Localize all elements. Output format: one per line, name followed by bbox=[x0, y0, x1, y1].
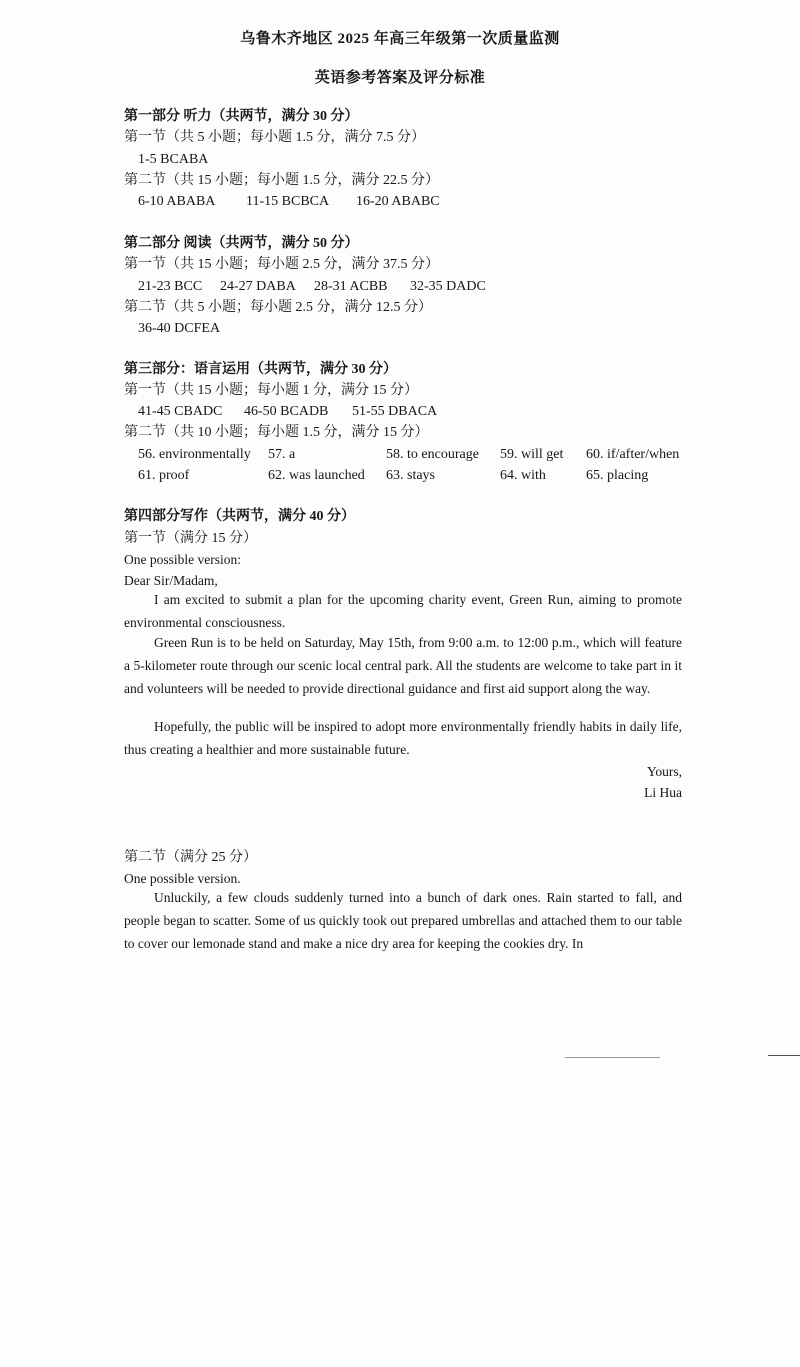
answer-group: 1-5 BCABA bbox=[138, 152, 209, 167]
answer-group: 51-55 DBACA bbox=[352, 404, 438, 419]
blank-answer: 62. was launched bbox=[268, 468, 365, 483]
version-label-2: One possible version. bbox=[124, 871, 241, 886]
answer-group: 24-27 DABA bbox=[220, 279, 296, 294]
letter-salutation: Dear Sir/Madam, bbox=[124, 573, 218, 588]
answer-group: 21-23 BCC bbox=[138, 279, 203, 294]
part2-section1-label: 第一节（共 15 小题；每小题 2.5 分，满分 37.5 分） bbox=[124, 257, 439, 272]
part2-section1-answers bbox=[138, 278, 698, 296]
blank-answer: 59. will get bbox=[500, 447, 564, 462]
part4-section2-label: 第二节（满分 25 分） bbox=[124, 850, 257, 865]
scan-artifact bbox=[768, 1055, 800, 1056]
answer-group: 16-20 ABABC bbox=[356, 194, 440, 209]
answer-group: 41-45 CBADC bbox=[138, 404, 223, 419]
part3-section2-row2 bbox=[138, 467, 698, 485]
letter-signature: Li Hua bbox=[644, 785, 682, 800]
part1-section2-answers bbox=[138, 193, 698, 211]
part4-section1-label: 第一节（满分 15 分） bbox=[124, 531, 257, 546]
answer-group: 28-31 ACBB bbox=[314, 279, 388, 294]
answer-group: 6-10 ABABA bbox=[138, 194, 216, 209]
scan-artifact bbox=[565, 1057, 660, 1058]
part3-section2-row1 bbox=[138, 446, 698, 464]
part3-section2-label: 第二节（共 10 小题；每小题 1.5 分，满分 15 分） bbox=[124, 425, 429, 440]
document-title: 乌鲁木齐地区 2025 年高三年级第一次质量监测 bbox=[240, 31, 560, 47]
part2-section2-label: 第二节（共 5 小题；每小题 2.5 分，满分 12.5 分） bbox=[124, 300, 432, 315]
letter-paragraph: Hopefully, the public will be inspired to adopt more environmentally friendly habits in daily life, thus creating a healthier and more sustainable future. bbox=[124, 719, 682, 757]
part3-heading: 第三部分：语言运用（共两节，满分 30 分） bbox=[124, 362, 397, 377]
blank-answer: 63. stays bbox=[386, 468, 435, 483]
part4-heading: 第四部分写作（共两节，满分 40 分） bbox=[124, 509, 355, 524]
part1-section1-answers bbox=[138, 151, 698, 169]
blank-answer: 57. a bbox=[268, 447, 296, 462]
document-subtitle: 英语参考答案及评分标准 bbox=[314, 70, 486, 86]
version-label: One possible version: bbox=[124, 552, 241, 567]
blank-answer: 65. placing bbox=[586, 468, 649, 483]
part2-heading: 第二部分 阅读（共两节，满分 50 分） bbox=[124, 236, 359, 251]
part3-section1-answers bbox=[138, 403, 698, 421]
blank-answer: 61. proof bbox=[138, 468, 190, 483]
letter-paragraph: Green Run is to be held on Saturday, May 15th, from 9:00 a.m. to 12:00 p.m., which will feature a 5-kilometer route through our scenic local central park. All the students are welcome to take part in it and volunteers will be needed to provide directional guidance and first aid support along the way. bbox=[124, 635, 682, 696]
part1-heading: 第一部分 听力（共两节，满分 30 分） bbox=[124, 109, 359, 124]
blank-answer: 58. to encourage bbox=[386, 447, 479, 462]
answer-group: 32-35 DADC bbox=[410, 279, 486, 294]
blank-answer: 56. environmentally bbox=[138, 447, 251, 462]
part2-section2-answers bbox=[138, 320, 698, 338]
blank-answer: 60. if/after/when bbox=[586, 447, 680, 462]
blank-answer: 64. with bbox=[500, 468, 546, 483]
part3-section1-label: 第一节（共 15 小题；每小题 1 分，满分 15 分） bbox=[124, 383, 418, 398]
letter-closing: Yours, bbox=[646, 764, 682, 779]
continuation-paragraph: Unluckily, a few clouds suddenly turned into a bunch of dark ones. Rain started to fall, and people began to scatter. Some of us quickly took out prepared umbrellas and attached them to our table to cover our lemonade stand and make a nice dry area for keeping the cookies dry. In bbox=[124, 890, 682, 951]
answer-group: 36-40 DCFEA bbox=[138, 321, 221, 336]
part1-section1-label: 第一节（共 5 小题；每小题 1.5 分，满分 7.5 分） bbox=[124, 130, 425, 145]
answer-group: 46-50 BCADB bbox=[244, 404, 329, 419]
letter-paragraph: I am excited to submit a plan for the upcoming charity event, Green Run, aiming to promote environmental consciousness. bbox=[124, 592, 682, 630]
part1-section2-label: 第二节（共 15 小题；每小题 1.5 分，满分 22.5 分） bbox=[124, 173, 439, 188]
answer-group: 11-15 BCBCA bbox=[246, 194, 330, 209]
